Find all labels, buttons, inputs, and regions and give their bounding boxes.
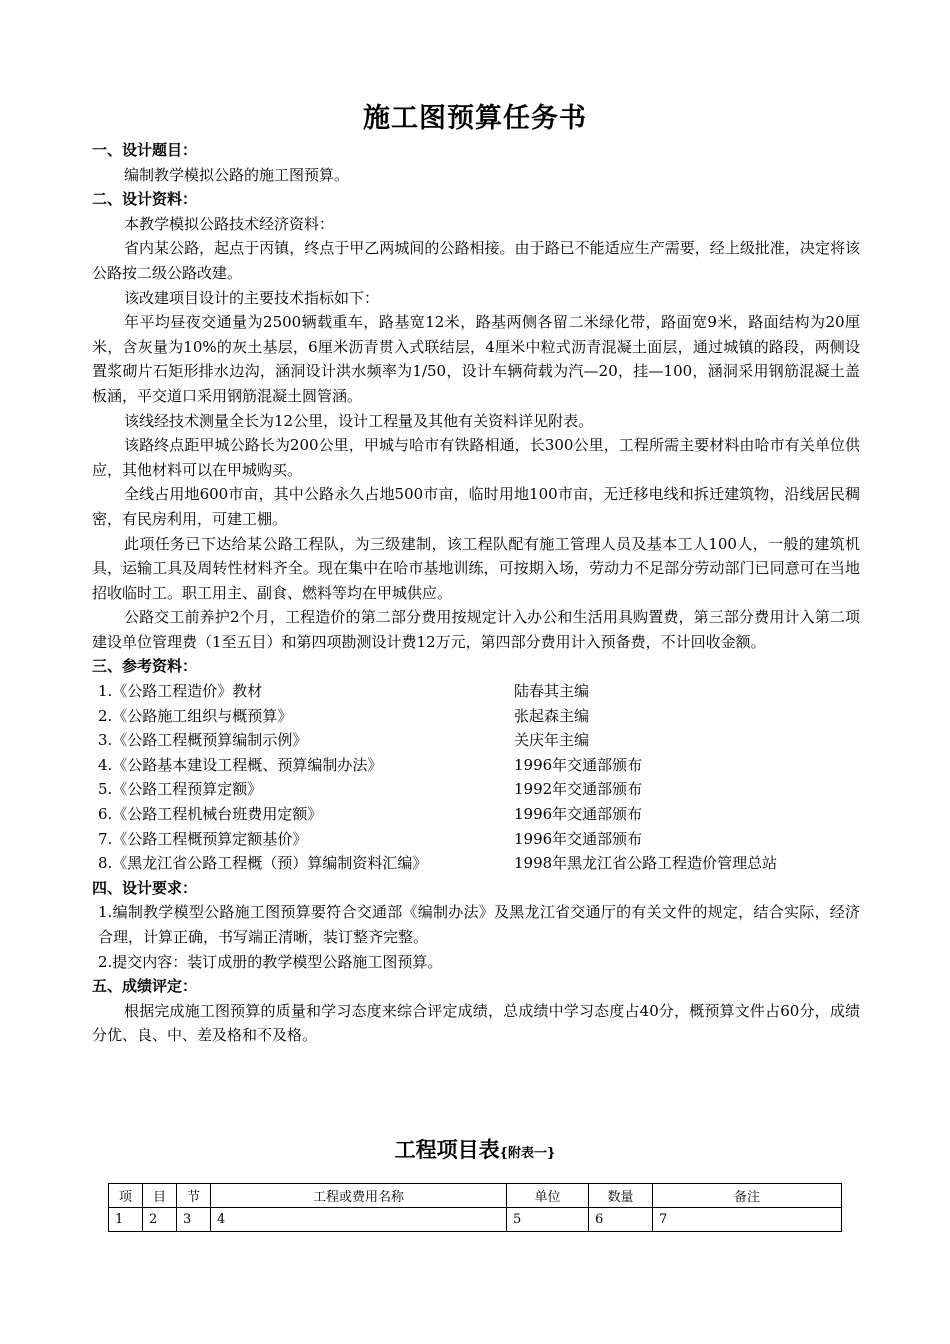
paragraph: 该改建项目设计的主要技术指标如下： xyxy=(124,288,380,307)
reference-title: 4.《公路基本建设工程概、预算编制办法》 xyxy=(98,755,383,774)
reference-author: 张起森主编 xyxy=(514,706,590,725)
header-cell: 节 xyxy=(177,1184,211,1208)
header-cell: 目 xyxy=(143,1184,177,1208)
table-header-row xyxy=(109,1184,842,1208)
table-subtitle: {附表一} xyxy=(499,1146,556,1161)
reference-title: 5.《公路工程预算定额》 xyxy=(98,780,263,799)
section-heading-requirements: 四、设计要求： xyxy=(92,878,198,897)
reference-item xyxy=(92,704,860,729)
header-cell: 工程或费用名称 xyxy=(211,1184,507,1208)
document-body xyxy=(92,138,860,1048)
paragraph: 此项任务已下达给某公路工程队，为三级建制，该工程队配有施工管理人员及基本工人100人，一般的建筑机具，运输工具及周转性材料齐全。现在集中在哈市基地训练，可按期入场，劳动力不足部分劳动部门已同意可在当地招收临时工。职工用主、副食、燃料等均在甲城供应。 xyxy=(92,534,860,602)
reference-title: 6.《公路工程机械台班费用定额》 xyxy=(98,805,323,824)
paragraph: 公路交工前养护2个月，工程造价的第二部分费用按规定计入办公和生活用具购置费，第三部分费用计入第二项建设单位管理费（1至五目）和第四项勘测设计费12万元，第四部分费用计入预备费，不计回收金额。 xyxy=(92,608,860,651)
paragraph: 省内某公路，起点于丙镇，终点于甲乙两城间的公路相接。由于路已不能适应生产需要，经上级批准，决定将该公路按二级公路改建。 xyxy=(92,239,860,282)
reference-title: 1.《公路工程造价》教材 xyxy=(98,682,263,701)
requirement-item: 1.编制教学模型公路施工图预算要符合交通部《编制办法》及黑龙江省交通厅的有关文件的规定，结合实际，经济合理，计算正确，书写端正清晰，装订整齐完整。 xyxy=(98,903,860,946)
materials-intro: 本教学模拟公路技术经济资料： xyxy=(124,214,335,233)
table-title: 工程项目表 xyxy=(394,1137,500,1162)
grading-text: 根据完成施工图预算的质量和学习态度来综合评定成绩，总成绩中学习态度占40分，概预算文件占60分，成绩分优、良、中、差及格和不及格。 xyxy=(92,1001,860,1045)
reference-item xyxy=(92,851,860,876)
section-heading-topic: 一、设计题目： xyxy=(92,141,198,159)
paragraph: 全线占用地600市亩，其中公路永久占地500市亩，临时用地100市亩，无迁移电线和拆迁建筑物，沿线居民稠密，有民房利用，可建工棚。 xyxy=(92,485,860,528)
table-cell: 4 xyxy=(211,1208,507,1232)
reference-author: 1996年交通部颁布 xyxy=(514,805,643,824)
reference-title: 7.《公路工程概预算定额基价》 xyxy=(98,829,308,848)
reference-title: 3.《公路工程概预算编制示例》 xyxy=(98,731,308,750)
table-cell: 2 xyxy=(143,1208,177,1232)
reference-title: 8.《黑龙江省公路工程概（预）算编制资料汇编》 xyxy=(98,854,428,873)
reference-author: 1996年交通部颁布 xyxy=(514,829,643,848)
section-heading-references: 三、参考资料： xyxy=(92,657,198,676)
reference-item xyxy=(92,728,860,753)
header-cell: 备注 xyxy=(653,1184,842,1208)
reference-item xyxy=(92,802,860,827)
header-cell: 单位 xyxy=(507,1184,589,1208)
section-heading-grading: 五、成绩评定： xyxy=(92,977,198,996)
reference-title: 2.《公路施工组织与概预算》 xyxy=(98,706,293,725)
section-heading-materials: 二、设计资料： xyxy=(92,190,198,209)
table-cell: 6 xyxy=(589,1208,653,1232)
header-cell: 项 xyxy=(109,1184,143,1208)
paragraph: 年平均昼夜交通量为2500辆载重车，路基宽12米，路基两侧各留二米绿化带，路面宽9米，路面结构为20厘米，含灰量为10%的灰土基层，6厘米沥青贯入式联结层，4厘米中粒式沥青混凝土面层，通过城镇的路段，两侧设置浆砌片石矩形排水边沟，涵洞设计洪水频率为1/50，设计车辆荷载为汽—20，挂—100，涵洞采用钢筋混凝土盖板涵，平交道口采用钢筋混凝土圆管涵。 xyxy=(92,313,860,405)
table-cell: 1 xyxy=(109,1208,143,1232)
table-row xyxy=(109,1208,842,1232)
reference-author: 陆春其主编 xyxy=(514,682,590,701)
table-cell: 3 xyxy=(177,1208,211,1232)
table-cell: 7 xyxy=(653,1208,842,1232)
project-table xyxy=(108,1183,842,1232)
table-cell: 5 xyxy=(507,1208,589,1232)
topic-text: 编制教学模拟公路的施工图预算。 xyxy=(124,165,350,184)
reference-author: 关庆年主编 xyxy=(514,731,590,750)
reference-author: 1998年黑龙江省公路工程造价管理总站 xyxy=(514,854,778,873)
reference-author: 1992年交通部颁布 xyxy=(514,780,643,799)
reference-author: 1996年交通部颁布 xyxy=(514,755,643,774)
reference-item xyxy=(92,777,860,802)
reference-item xyxy=(92,753,860,778)
appendix-table-title xyxy=(0,1134,950,1164)
reference-item xyxy=(92,679,860,704)
paragraph: 该路终点距甲城公路长为200公里，甲城与哈市有铁路相通，长300公里，工程所需主要材料由哈市有关单位供应，其他材料可以在甲城购买。 xyxy=(92,436,860,479)
reference-item xyxy=(92,827,860,852)
paragraph: 该线经技术测量全长为12公里，设计工程量及其他有关资料详见附表。 xyxy=(124,411,594,430)
document-title: 施工图预算任务书 xyxy=(363,103,587,134)
requirement-item: 2.提交内容：装订成册的教学模型公路施工图预算。 xyxy=(98,952,443,971)
header-cell: 数量 xyxy=(589,1184,653,1208)
